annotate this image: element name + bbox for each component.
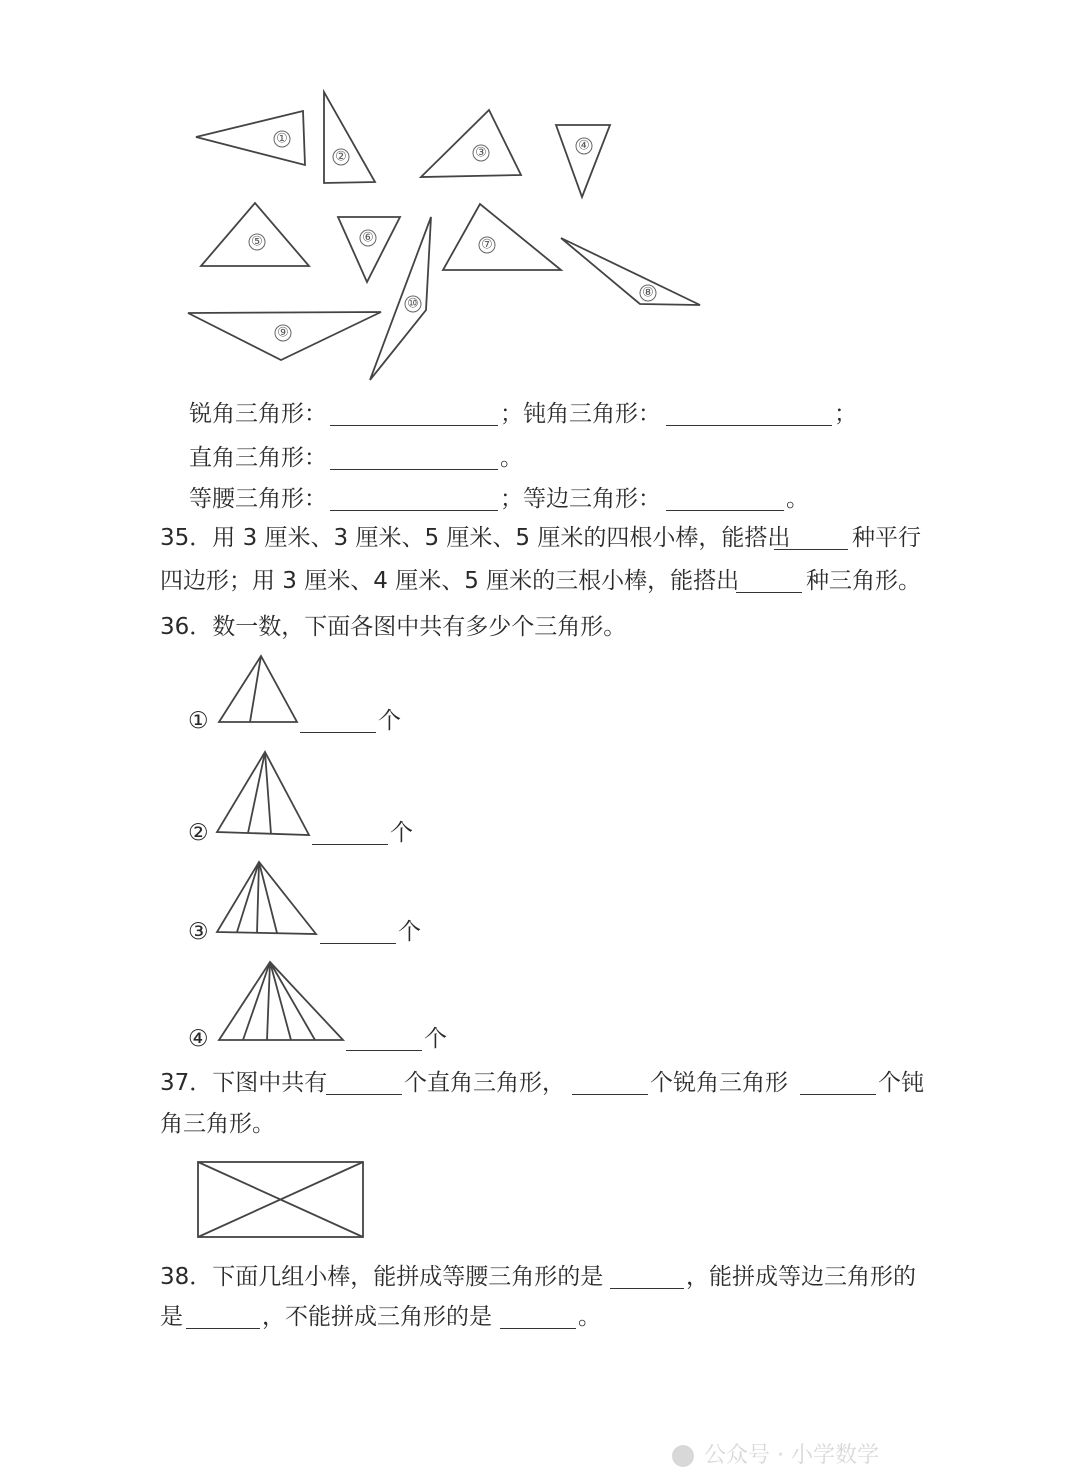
q38-blank-1[interactable] (610, 1268, 684, 1289)
q38-line2-b: ，不能拼成三角形的是 (262, 1304, 492, 1330)
q36-item-2-label: ② (188, 820, 209, 846)
isosceles-label: 等腰三角形： (189, 486, 327, 512)
q36-item-2-unit: 个 (390, 820, 413, 846)
triangle-label-9: ⑨ (277, 325, 289, 341)
triangle-label-1: ① (276, 131, 288, 147)
triangle-label-8: ⑧ (642, 285, 654, 301)
semicolon-1: ； (500, 401, 523, 427)
q37-line2: 角三角形。 (160, 1111, 275, 1137)
q36-item-3-unit: 个 (398, 919, 421, 945)
q38-line2-a: 是 (160, 1304, 183, 1330)
q36-text: 36．数一数，下面各图中共有多少个三角形。 (160, 614, 627, 640)
watermark-icon (672, 1445, 694, 1467)
acute-label: 锐角三角形： (189, 401, 327, 427)
q37-line1-b: 个直角三角形， (404, 1070, 565, 1096)
semicolon-3: ； (500, 486, 523, 512)
right-label: 直角三角形： (189, 445, 327, 471)
watermark-text: 公众号 · 小学数学 (704, 1443, 879, 1468)
period-1: 。 (500, 445, 523, 471)
semicolon-2: ； (834, 401, 857, 427)
triangle-label-3: ③ (475, 145, 487, 161)
q35-line2-end: 种三角形。 (806, 568, 921, 594)
q36-item-1-unit: 个 (378, 708, 401, 734)
q37-line1-text: 37．下图中共有 (160, 1070, 328, 1096)
q38-blank-3[interactable] (500, 1308, 576, 1329)
q38-line2-c: 。 (578, 1304, 601, 1330)
triangle-label-10: ⑩ (407, 296, 419, 312)
triangle-label-7: ⑦ (481, 237, 493, 253)
q38-blank-2[interactable] (186, 1308, 260, 1329)
q37-line1-d: 个钝 (878, 1070, 924, 1096)
obtuse-label: 钝角三角形： (523, 401, 661, 427)
q35-line1-end: 种平行 (852, 525, 921, 551)
q36-item-3-label: ③ (188, 919, 209, 945)
q35-line1-text: 35．用 3 厘米、3 厘米、5 厘米、5 厘米的四根小棒，能搭出 (160, 525, 791, 551)
q38-line1-text: 38．下面几组小棒，能拼成等腰三角形的是 (160, 1264, 604, 1290)
q35-line2-text: 四边形；用 3 厘米、4 厘米、5 厘米的三根小棒，能搭出 (160, 568, 740, 594)
q36-item-4-unit: 个 (424, 1026, 447, 1052)
triangle-label-4: ④ (578, 138, 590, 154)
q37-line1-c: 个锐角三角形 (650, 1070, 788, 1096)
watermark (672, 1438, 879, 1469)
triangle-label-6: ⑥ (362, 230, 374, 246)
triangle-label-5: ⑤ (251, 234, 263, 250)
q36-item-1-label: ① (188, 708, 209, 734)
triangle-label-2: ② (335, 149, 347, 165)
period-2: 。 (786, 486, 809, 512)
equilateral-label: 等边三角形： (523, 486, 661, 512)
q38-line1-b: ，能拼成等边三角形的 (686, 1264, 916, 1290)
q36-item-4-label: ④ (188, 1026, 209, 1052)
